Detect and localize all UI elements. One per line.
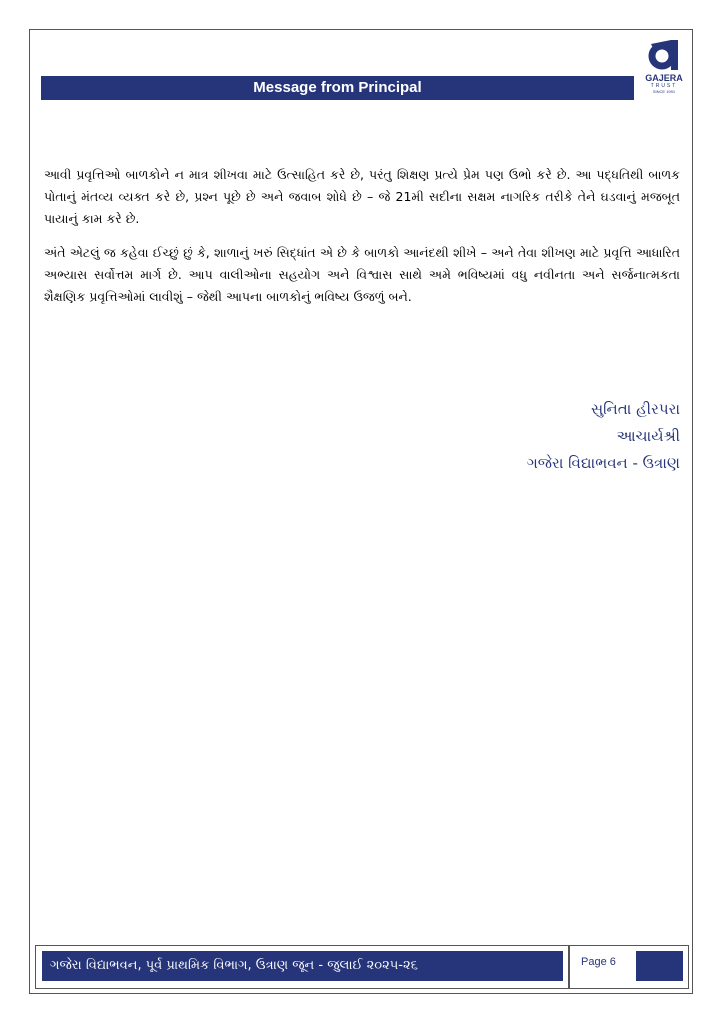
footer-page-number: Page 6 [581,956,616,968]
logo-mark-icon [647,38,681,72]
message-paragraph-1: આવી પ્રવૃત્તિઓ બાળકોને ન માત્ર શીખવા માટે ઉત્સાહિત કરે છે, પરંતુ શિક્ષણ પ્રત્યે પ્રેમ પણ ઉભો કરે છે. આ પદ્ધતિથી બાળક પોતાનું મંતવ્ય વ્યક્ત કરે છે, પ્રશ્ન પૂછે છે અને જવાબ શોધે છે – જે 21મી સદીના સક્ષમ નાગરિક તરીકે તેને ઘડવાનું મજબૂત પાયાનું કામ કરે છે. [44,167,680,226]
gajera-trust-logo [640,38,688,104]
signature-designation: આચાર્યશ્રી [616,427,680,445]
page-header [41,76,634,100]
page-title: Message from Principal [253,79,422,96]
logo-trust-text: TRUST [650,83,678,89]
message-paragraph-2: અંતે એટલું જ કહેવા ઈચ્છું છું કે, શાળાનું ખરું સિદ્ધાંત એ છે કે બાળકો આનંદથી શીખે – અને તેવા શીખણ માટે પ્રવૃત્તિ આધારિત અભ્યાસ સર્વોત્તમ માર્ગ છે. આપ વાલીઓના સહયોગ અને વિશ્વાસ સાથે અમે ભવિષ્યમાં વધુ નવીનતા અને સર્જનાત્મકતા શૈક્ષણિક પ્રવૃત્તિઓમાં લાવીશું – જેથી આપના બાળકોનું ભવિષ્ય ઉજળું બને. [44,245,680,304]
logo-since-text: SINCE 1991 [652,89,676,94]
footer-title: ગજેરા વિદ્યાભવન, પૂર્વ પ્રાથમિક વિભાગ, ઉત્રાણ જૂન - જુલાઈ ૨૦૨૫-૨૬ [42,951,563,981]
footer-divider [568,946,570,988]
logo-brand-text: GAJERA [645,73,683,83]
footer-accent-band [636,951,683,981]
signature-institution: ગજેરા વિદ્યાભવન - ઉત્રાણ [526,454,680,472]
signature-name: સુનિતા હીરપરા [591,400,680,418]
page-footer [35,945,689,989]
message-body [44,164,680,320]
signature-block [527,396,680,477]
